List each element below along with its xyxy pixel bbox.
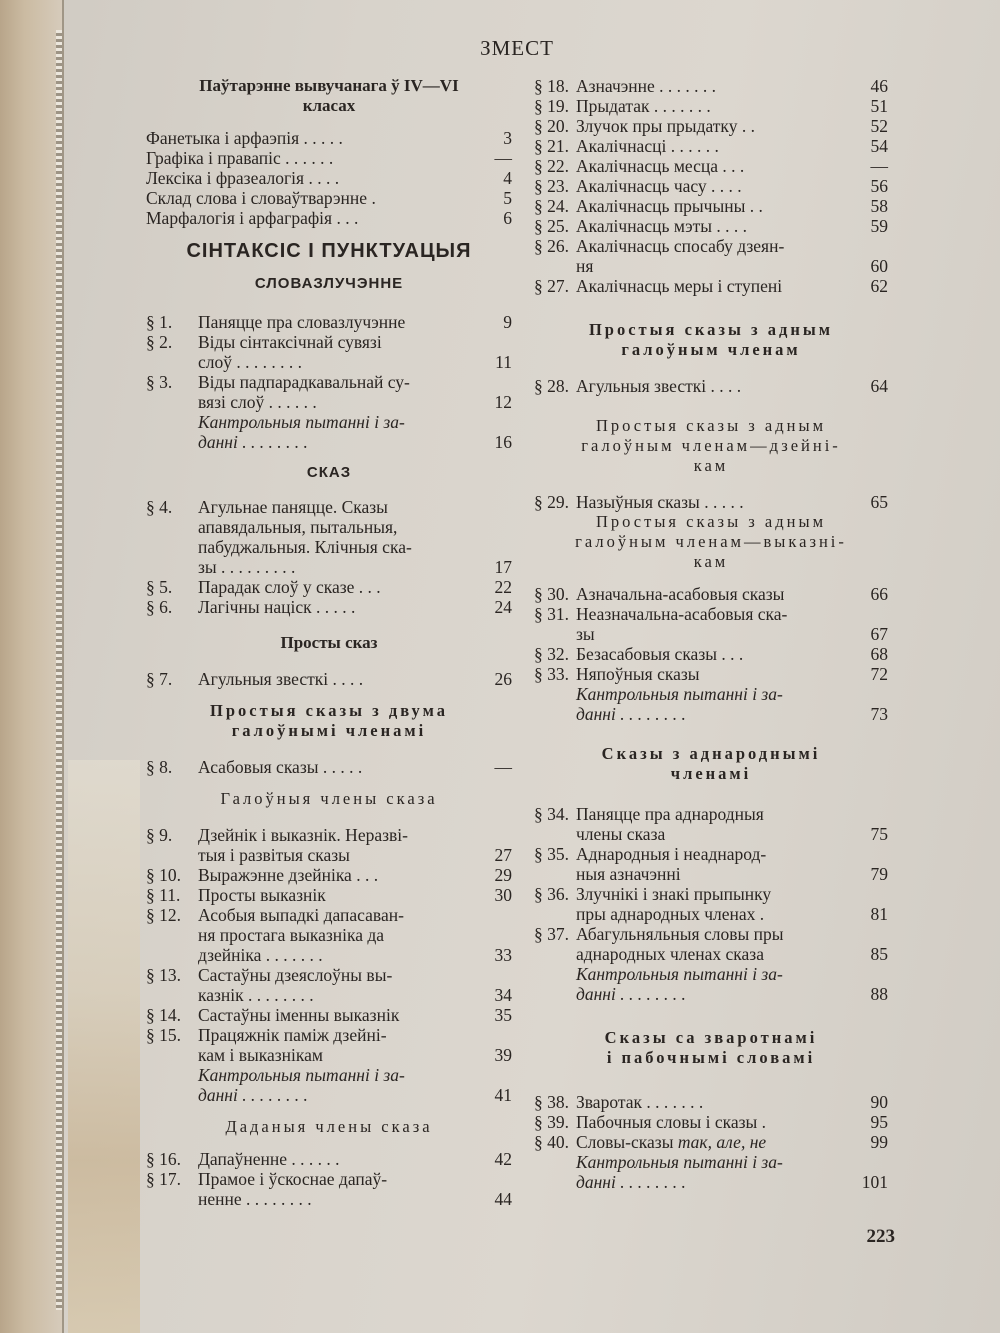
right-column	[534, 76, 888, 1192]
toc-entry-cont: члены сказа 75	[576, 824, 888, 844]
control-questions-cont: данні . . . . . . . . 41	[198, 1085, 512, 1105]
toc-entry[interactable]: § 28. Агульныя звесткі . . . . 64	[534, 376, 888, 396]
toc-entry-cont: зы 67	[576, 624, 888, 644]
toc-entry[interactable]: § 10. Выражэнне дзейніка . . . 29	[146, 865, 512, 885]
toc-entry-cont: вязі слоў . . . . . . 12	[198, 392, 512, 412]
section-heading: галоўным членам—дзейні-	[581, 436, 841, 455]
toc-entry-cont: ныя азначэнні 79	[576, 864, 888, 884]
toc-entry-cont: слоў . . . . . . . . 11	[198, 352, 512, 372]
section-heading: кам	[693, 552, 729, 571]
control-questions-cont: данні . . . . . . . . 73	[576, 704, 888, 724]
binding-stitch	[56, 30, 62, 1310]
section-heading: галоўнымі членамі	[231, 721, 427, 740]
toc-entry[interactable]: Графіка і правапіс . . . . . . —	[146, 148, 512, 168]
section-heading: Галоўныя члены сказа	[220, 789, 438, 808]
toc-entry[interactable]: Фанетыка і арфаэпія . . . . . 3	[146, 128, 512, 148]
toc-entry-cont: апавядальныя, пытальныя,	[198, 517, 398, 537]
toc-entry[interactable]: § 26. Акалічнасць спосабу дзеян-	[534, 236, 785, 256]
toc-entry[interactable]: § 11. Просты выказнік 30	[146, 885, 512, 905]
toc-entry-cont: аднародных членах сказа 85	[576, 944, 888, 964]
section-heading: кам	[693, 456, 729, 475]
control-questions[interactable]: Кантрольныя пытанні і за-	[198, 1065, 405, 1085]
section-heading: Сказы з аднароднымі	[601, 744, 821, 763]
control-questions[interactable]: Кантрольныя пытанні і за-	[576, 964, 783, 984]
toc-entry-cont: пабуджальныя. Клічныя ска-	[198, 537, 412, 557]
toc-entry[interactable]: § 31. Неазначальна-асабовыя ска-	[534, 604, 788, 624]
section-heading: Сказы са зваротнамі	[604, 1028, 818, 1047]
toc-entry-cont: казнік . . . . . . . . 34	[198, 985, 512, 1005]
toc-entry[interactable]: § 21. Акалічнасці . . . . . . 54	[534, 136, 888, 156]
section-heading: Простыя сказы з адным	[595, 512, 827, 531]
control-questions[interactable]: Кантрольныя пытанні і за-	[198, 412, 405, 432]
section-heading: галоўным членам—выказні-	[575, 532, 847, 551]
toc-entry-cont: пры аднародных членах . 81	[576, 904, 888, 924]
toc-entry-cont: зы . . . . . . . . . 17	[198, 557, 512, 577]
toc-entry[interactable]: § 13. Састаўны дзеяслоўны вы-	[146, 965, 393, 985]
control-questions-cont: данні . . . . . . . . 101	[576, 1172, 888, 1192]
toc-entry[interactable]: § 6. Лагічны націск . . . . . 24	[146, 597, 512, 617]
section-heading: галоўным членам	[621, 340, 801, 359]
toc-entry[interactable]: § 4. Агульнае паняцце. Сказы	[146, 497, 388, 517]
toc-entry[interactable]: § 16. Дапаўненне . . . . . . 42	[146, 1149, 512, 1169]
toc-entry[interactable]: § 19. Прыдатак . . . . . . . 51	[534, 96, 888, 116]
section-heading: і пабочнымі словамі	[606, 1048, 816, 1067]
toc-entry-cont: ня простага выказніка да	[198, 925, 385, 945]
toc-entry[interactable]: § 2. Віды сінтаксічнай сувязі	[146, 332, 382, 352]
toc-entry[interactable]: § 30. Азначальна-асабовыя сказы 66	[534, 584, 888, 604]
section-heading: членамі	[670, 764, 752, 783]
section-heading: СЛОВАЗЛУЧЭННЕ	[254, 275, 404, 292]
section-heading: Просты сказ	[280, 633, 378, 652]
toc-entry[interactable]: § 18. Азначэнне . . . . . . . 46	[534, 76, 888, 96]
toc-entry[interactable]: Лексіка і фразеалогія . . . . 4	[146, 168, 512, 188]
worn-tape	[68, 760, 140, 1333]
control-questions[interactable]: Кантрольныя пытанні і за-	[576, 684, 783, 704]
section-heading: СКАЗ	[306, 464, 352, 481]
section-heading: класах	[302, 96, 356, 115]
toc-entry[interactable]: § 35. Аднародныя і неаднарод-	[534, 844, 767, 864]
toc-entry[interactable]: § 33. Няпоўныя сказы 72	[534, 664, 888, 684]
toc-entry[interactable]: § 29. Назыўныя сказы . . . . . 65	[534, 492, 888, 512]
toc-entry-cont: тыя і развітыя сказы 27	[198, 845, 512, 865]
toc-entry[interactable]: § 27. Акалічнасць меры і ступені 62	[534, 276, 888, 296]
toc-entry[interactable]: § 36. Злучнікі і знакі прыпынку	[534, 884, 772, 904]
toc-entry-cont: ня 60	[576, 256, 888, 276]
toc-entry[interactable]: § 5. Парадак слоў у сказе . . . 22	[146, 577, 512, 597]
control-questions-cont: данні . . . . . . . . 16	[198, 432, 512, 452]
toc-entry[interactable]: Марфалогія і арфаграфія . . . 6	[146, 208, 512, 228]
review-list	[146, 128, 512, 228]
page-title: ЗМЕСТ	[480, 36, 554, 60]
toc-entry[interactable]: § 32. Безасабовыя сказы . . . 68	[534, 644, 888, 664]
toc-entry[interactable]: § 12. Асобыя выпадкі дапасаван-	[146, 905, 404, 925]
left-column	[146, 76, 512, 1209]
toc-entry-cont: дзейніка . . . . . . . 33	[198, 945, 512, 965]
toc-entry[interactable]: § 8. Асабовыя сказы . . . . . —	[146, 757, 512, 777]
section-heading: Простыя сказы з адным	[595, 416, 827, 435]
toc-entry[interactable]: § 38. Зваротак . . . . . . . 90	[534, 1092, 888, 1112]
toc-entry[interactable]: § 15. Працяжнік паміж дзейні-	[146, 1025, 387, 1045]
section-heading: Простыя сказы з двума	[210, 701, 448, 720]
control-questions[interactable]: Кантрольныя пытанні і за-	[576, 1152, 783, 1172]
toc-entry[interactable]: § 23. Акалічнасць часу . . . . 56	[534, 176, 888, 196]
toc-entry[interactable]: § 22. Акалічнасць месца . . . —	[534, 156, 888, 176]
control-questions-cont: данні . . . . . . . . 88	[576, 984, 888, 1004]
toc-entry[interactable]: § 7. Агульныя звесткі . . . . 26	[146, 669, 512, 689]
section-heading: Даданыя члены сказа	[225, 1117, 433, 1136]
book-spine	[0, 0, 64, 1333]
toc-entry[interactable]: § 39. Пабочныя словы і сказы . 95	[534, 1112, 888, 1132]
section-heading: Простыя сказы з адным	[588, 320, 834, 339]
toc-entry[interactable]: Склад слова і словаўтварэнне . 5	[146, 188, 512, 208]
toc-entry[interactable]: § 1. Паняцце пра словазлучэнне 9	[146, 312, 512, 332]
section-heading: Паўтарэнне вывучанага ў IV—VI	[199, 76, 459, 95]
toc-entry-cont: кам і выказнікам 39	[198, 1045, 512, 1065]
toc-entry[interactable]: § 20. Злучок пры прыдатку . . 52	[534, 116, 888, 136]
toc-entry[interactable]: § 3. Віды падпарадкавальнай су-	[146, 372, 410, 392]
toc-entry[interactable]: § 17. Прамое і ўскоснае дапаў-	[146, 1169, 388, 1189]
page-number: 223	[866, 1226, 895, 1247]
part-heading: СІНТАКСІС І ПУНКТУАЦЫЯ	[186, 240, 472, 262]
toc-entry[interactable]: § 37. Абагульняльныя словы пры	[534, 924, 784, 944]
toc-entry[interactable]: § 40. Словы-сказы так, але, не 99	[534, 1132, 888, 1152]
toc-entry-cont: ненне . . . . . . . . 44	[198, 1189, 512, 1209]
toc-entry[interactable]: § 34. Паняцце пра аднародныя	[534, 804, 764, 824]
toc-entry[interactable]: § 9. Дзейнік і выказнік. Неразві-	[146, 825, 408, 845]
toc-entry[interactable]: § 24. Акалічнасць прычыны . . 58	[534, 196, 888, 216]
toc-entry[interactable]: § 14. Састаўны іменны выказнік 35	[146, 1005, 512, 1025]
toc-entry[interactable]: § 25. Акалічнасць мэты . . . . 59	[534, 216, 888, 236]
